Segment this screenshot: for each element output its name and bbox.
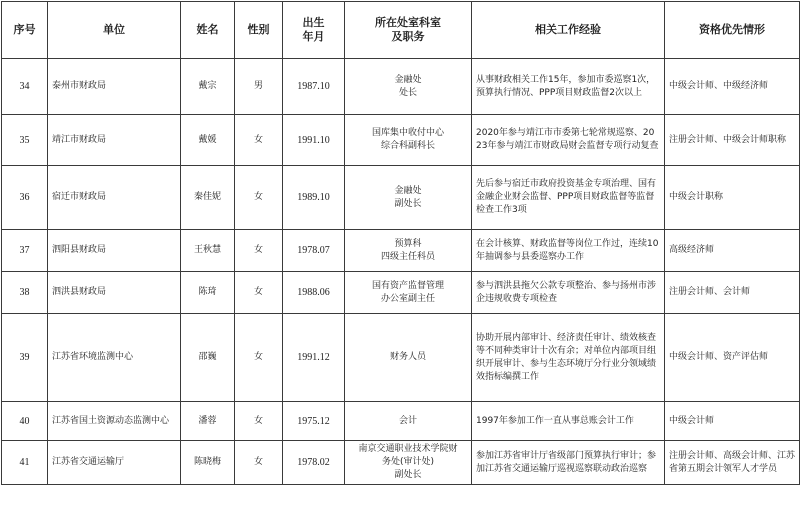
header-experience: 相关工作经验 [472, 2, 665, 59]
cell-experience: 2020年参与靖江市市委第七轮常规巡察、2023年参与靖江市财政局财会监督专项行动复查 [472, 115, 665, 166]
cell-unit: 江苏省交通运输厅 [48, 441, 181, 485]
cell-birth: 1978.02 [283, 441, 345, 485]
cell-qualification: 高级经济师 [665, 230, 800, 272]
cell-experience: 从事财政相关工作15年，参加市委巡察1次，预算执行情况、PPP项目财政监督2次以上 [472, 59, 665, 115]
cell-gender: 女 [235, 115, 283, 166]
table-row [2, 441, 800, 485]
header-name: 姓名 [181, 2, 235, 59]
cell-no: 35 [2, 115, 48, 166]
cell-no: 41 [2, 441, 48, 485]
cell-qualification: 中级会计职称 [665, 166, 800, 230]
cell-experience: 在会计核算、财政监督等岗位工作过，连续10年抽调参与县委巡察办工作 [472, 230, 665, 272]
table-row [2, 59, 800, 115]
header-qualification: 资格优先情形 [665, 2, 800, 59]
cell-name: 戴宗 [181, 59, 235, 115]
cell-experience: 1997年参加工作一直从事总账会计工作 [472, 402, 665, 441]
cell-unit: 泰州市财政局 [48, 59, 181, 115]
cell-gender: 女 [235, 441, 283, 485]
cell-gender: 女 [235, 166, 283, 230]
cell-qualification: 中级会计师、资产评估师 [665, 314, 800, 402]
cell-experience: 先后参与宿迁市政府投资基金专项治理、国有金融企业财会监督、PPP项目财政监督等监督检查工作3项 [472, 166, 665, 230]
cell-no: 40 [2, 402, 48, 441]
personnel-table [1, 1, 800, 485]
table-row [2, 166, 800, 230]
cell-no: 39 [2, 314, 48, 402]
cell-gender: 男 [235, 59, 283, 115]
table-row [2, 402, 800, 441]
cell-name: 潘蓉 [181, 402, 235, 441]
cell-gender: 女 [235, 402, 283, 441]
table-row [2, 314, 800, 402]
cell-dept: 财务人员 [345, 314, 472, 402]
header-no: 序号 [2, 2, 48, 59]
header-gender: 性别 [235, 2, 283, 59]
cell-dept: 国库集中收付中心 综合科副科长 [345, 115, 472, 166]
table-row [2, 115, 800, 166]
cell-experience: 协助开展内部审计、经济责任审计、绩效核查等不同种类审计十次有余；对单位内部项目组织开展审计、参与生态环境厅分行业分领域绩效指标编撰工作 [472, 314, 665, 402]
cell-name: 王秋慧 [181, 230, 235, 272]
cell-birth: 1991.10 [283, 115, 345, 166]
header-row [2, 2, 800, 59]
cell-gender: 女 [235, 230, 283, 272]
cell-dept: 金融处 处长 [345, 59, 472, 115]
table-row [2, 272, 800, 314]
table-row [2, 230, 800, 272]
cell-gender: 女 [235, 272, 283, 314]
cell-gender: 女 [235, 314, 283, 402]
cell-dept: 金融处 副处长 [345, 166, 472, 230]
cell-no: 37 [2, 230, 48, 272]
cell-qualification: 注册会计师、会计师 [665, 272, 800, 314]
cell-dept: 会计 [345, 402, 472, 441]
cell-birth: 1988.06 [283, 272, 345, 314]
cell-name: 陈琦 [181, 272, 235, 314]
cell-unit: 泗阳县财政局 [48, 230, 181, 272]
cell-name: 陈晓梅 [181, 441, 235, 485]
header-dept: 所在处室科室 及职务 [345, 2, 472, 59]
cell-name: 邵巍 [181, 314, 235, 402]
cell-dept: 国有资产监督管理 办公室副主任 [345, 272, 472, 314]
cell-no: 38 [2, 272, 48, 314]
cell-qualification: 注册会计师、高级会计师、江苏省第五期会计领军人才学员 [665, 441, 800, 485]
cell-dept: 预算科 四级主任科员 [345, 230, 472, 272]
header-birth: 出生 年月 [283, 2, 345, 59]
cell-qualification: 注册会计师、中级会计师职称 [665, 115, 800, 166]
cell-dept: 南京交通职业技术学院财 务处(审计处) 副处长 [345, 441, 472, 485]
cell-no: 36 [2, 166, 48, 230]
cell-no: 34 [2, 59, 48, 115]
cell-unit: 江苏省环境监测中心 [48, 314, 181, 402]
cell-unit: 宿迁市财政局 [48, 166, 181, 230]
cell-unit: 江苏省国土资源动态监测中心 [48, 402, 181, 441]
cell-birth: 1975.12 [283, 402, 345, 441]
cell-experience: 参与泗洪县拖欠公款专项整治、参与扬州市涉企违规收费专项检查 [472, 272, 665, 314]
cell-name: 戴媛 [181, 115, 235, 166]
cell-experience: 参加江苏省审计厅省级部门预算执行审计；参加江苏省交通运输厅巡视巡察联动政治巡察 [472, 441, 665, 485]
cell-qualification: 中级会计师 [665, 402, 800, 441]
cell-unit: 靖江市财政局 [48, 115, 181, 166]
cell-name: 秦佳妮 [181, 166, 235, 230]
cell-birth: 1987.10 [283, 59, 345, 115]
header-unit: 单位 [48, 2, 181, 59]
cell-birth: 1991.12 [283, 314, 345, 402]
cell-birth: 1989.10 [283, 166, 345, 230]
cell-qualification: 中级会计师、中级经济师 [665, 59, 800, 115]
cell-unit: 泗洪县财政局 [48, 272, 181, 314]
cell-birth: 1978.07 [283, 230, 345, 272]
